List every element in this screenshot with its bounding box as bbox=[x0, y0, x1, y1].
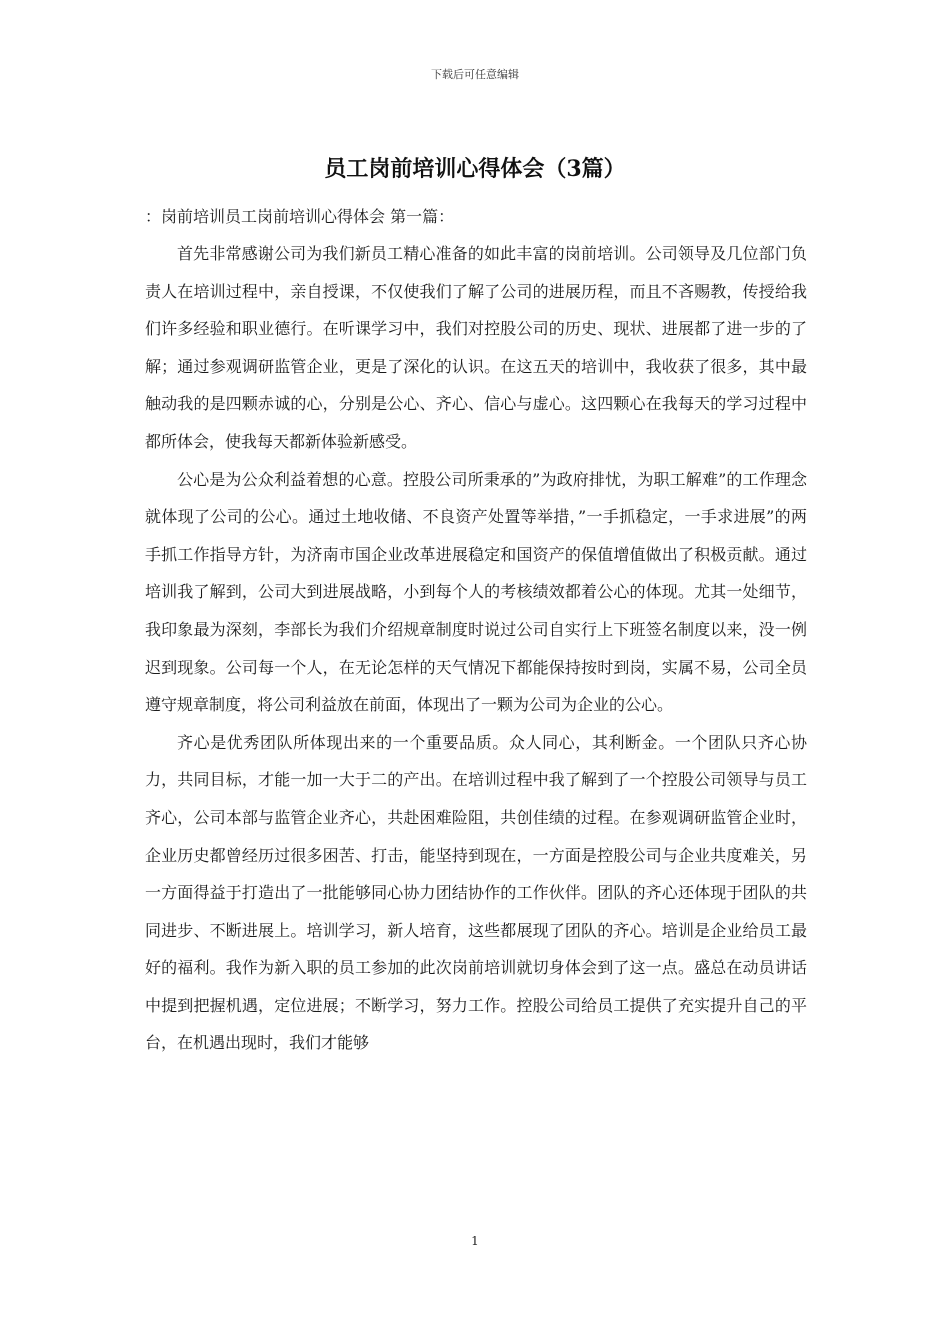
header-note: 下载后可任意编辑 bbox=[431, 68, 519, 81]
document-body bbox=[145, 198, 807, 1062]
paragraph-intro: 首先非常感谢公司为我们新员工精心准备的如此丰富的岗前培训。公司领导及几位部门负责人在培训过程中，亲自授课，不仅使我们了解了公司的进展历程，而且不吝赐教，传授给我们许多经验和职业德行。在听课学习中，我们对控股公司的历史、现状、进展都了进一步的了解；通过参观调研监管企业，更是了深化的认识。在这五天的培训中，我收获了很多，其中最触动我的是四颗赤诚的心，分别是公心、齐心、信心与虚心。这四颗心在我每天的学习过程中都所体会，使我每天都新体验新感受。 bbox=[145, 244, 807, 451]
document-subtitle: ：岗前培训员工岗前培训心得体会 第一篇： bbox=[145, 207, 455, 226]
paragraph-public-heart: 公心是为公众利益着想的心意。控股公司所秉承的”为政府排忧，为职工解难”的工作理念就体现了公司的公心。通过土地收储、不良资产处置等举措，”一手抓稳定，一手求进展”的两手抓工作指导方针，为济南市国企业改革进展稳定和国资产的保值增值做出了积极贡献。通过培训我了解到，公司大到进展战略，小到每个人的考核绩效都着公心的体现。尤其一处细节，我印象最为深刻，李部长为我们介绍规章制度时说过公司自实行上下班签名制度以来，没一例迟到现象。公司每一个人，在无论怎样的天气情况下都能保持按时到岗，实属不易，公司全员遵守规章制度，将公司利益放在前面，体现出了一颗为公司为企业的公心。 bbox=[145, 469, 807, 715]
page-number: 1 bbox=[471, 1234, 479, 1248]
document-title: 员工岗前培训心得体会（3篇） bbox=[324, 156, 626, 182]
paragraph-unity-heart: 齐心是优秀团队所体现出来的一个重要品质。众人同心，其利断金。一个团队只齐心协力，共同目标，才能一加一大于二的产出。在培训过程中我了解到了一个控股公司领导与员工齐心，公司本部与监管企业齐心，共赴困难险阻，共创佳绩的过程。在参观调研监管企业时，企业历史都曾经历过很多困苦、打击，能坚持到现在，一方面是控股公司与企业共度难关，另一方面得益于打造出了一批能够同心协力团结协作的工作伙伴。团队的齐心还体现于团队的共同进步、不断进展上。培训学习，新人培育，这些都展现了团队的齐心。培训是企业给员工最好的福利。我作为新入职的员工参加的此次岗前培训就切身体会到了这一点。盛总在动员讲话中提到把握机遇，定位进展；不断学习，努力工作。控股公司给员工提供了充实提升自己的平台，在机遇出现时，我们才能够 bbox=[145, 732, 807, 1053]
